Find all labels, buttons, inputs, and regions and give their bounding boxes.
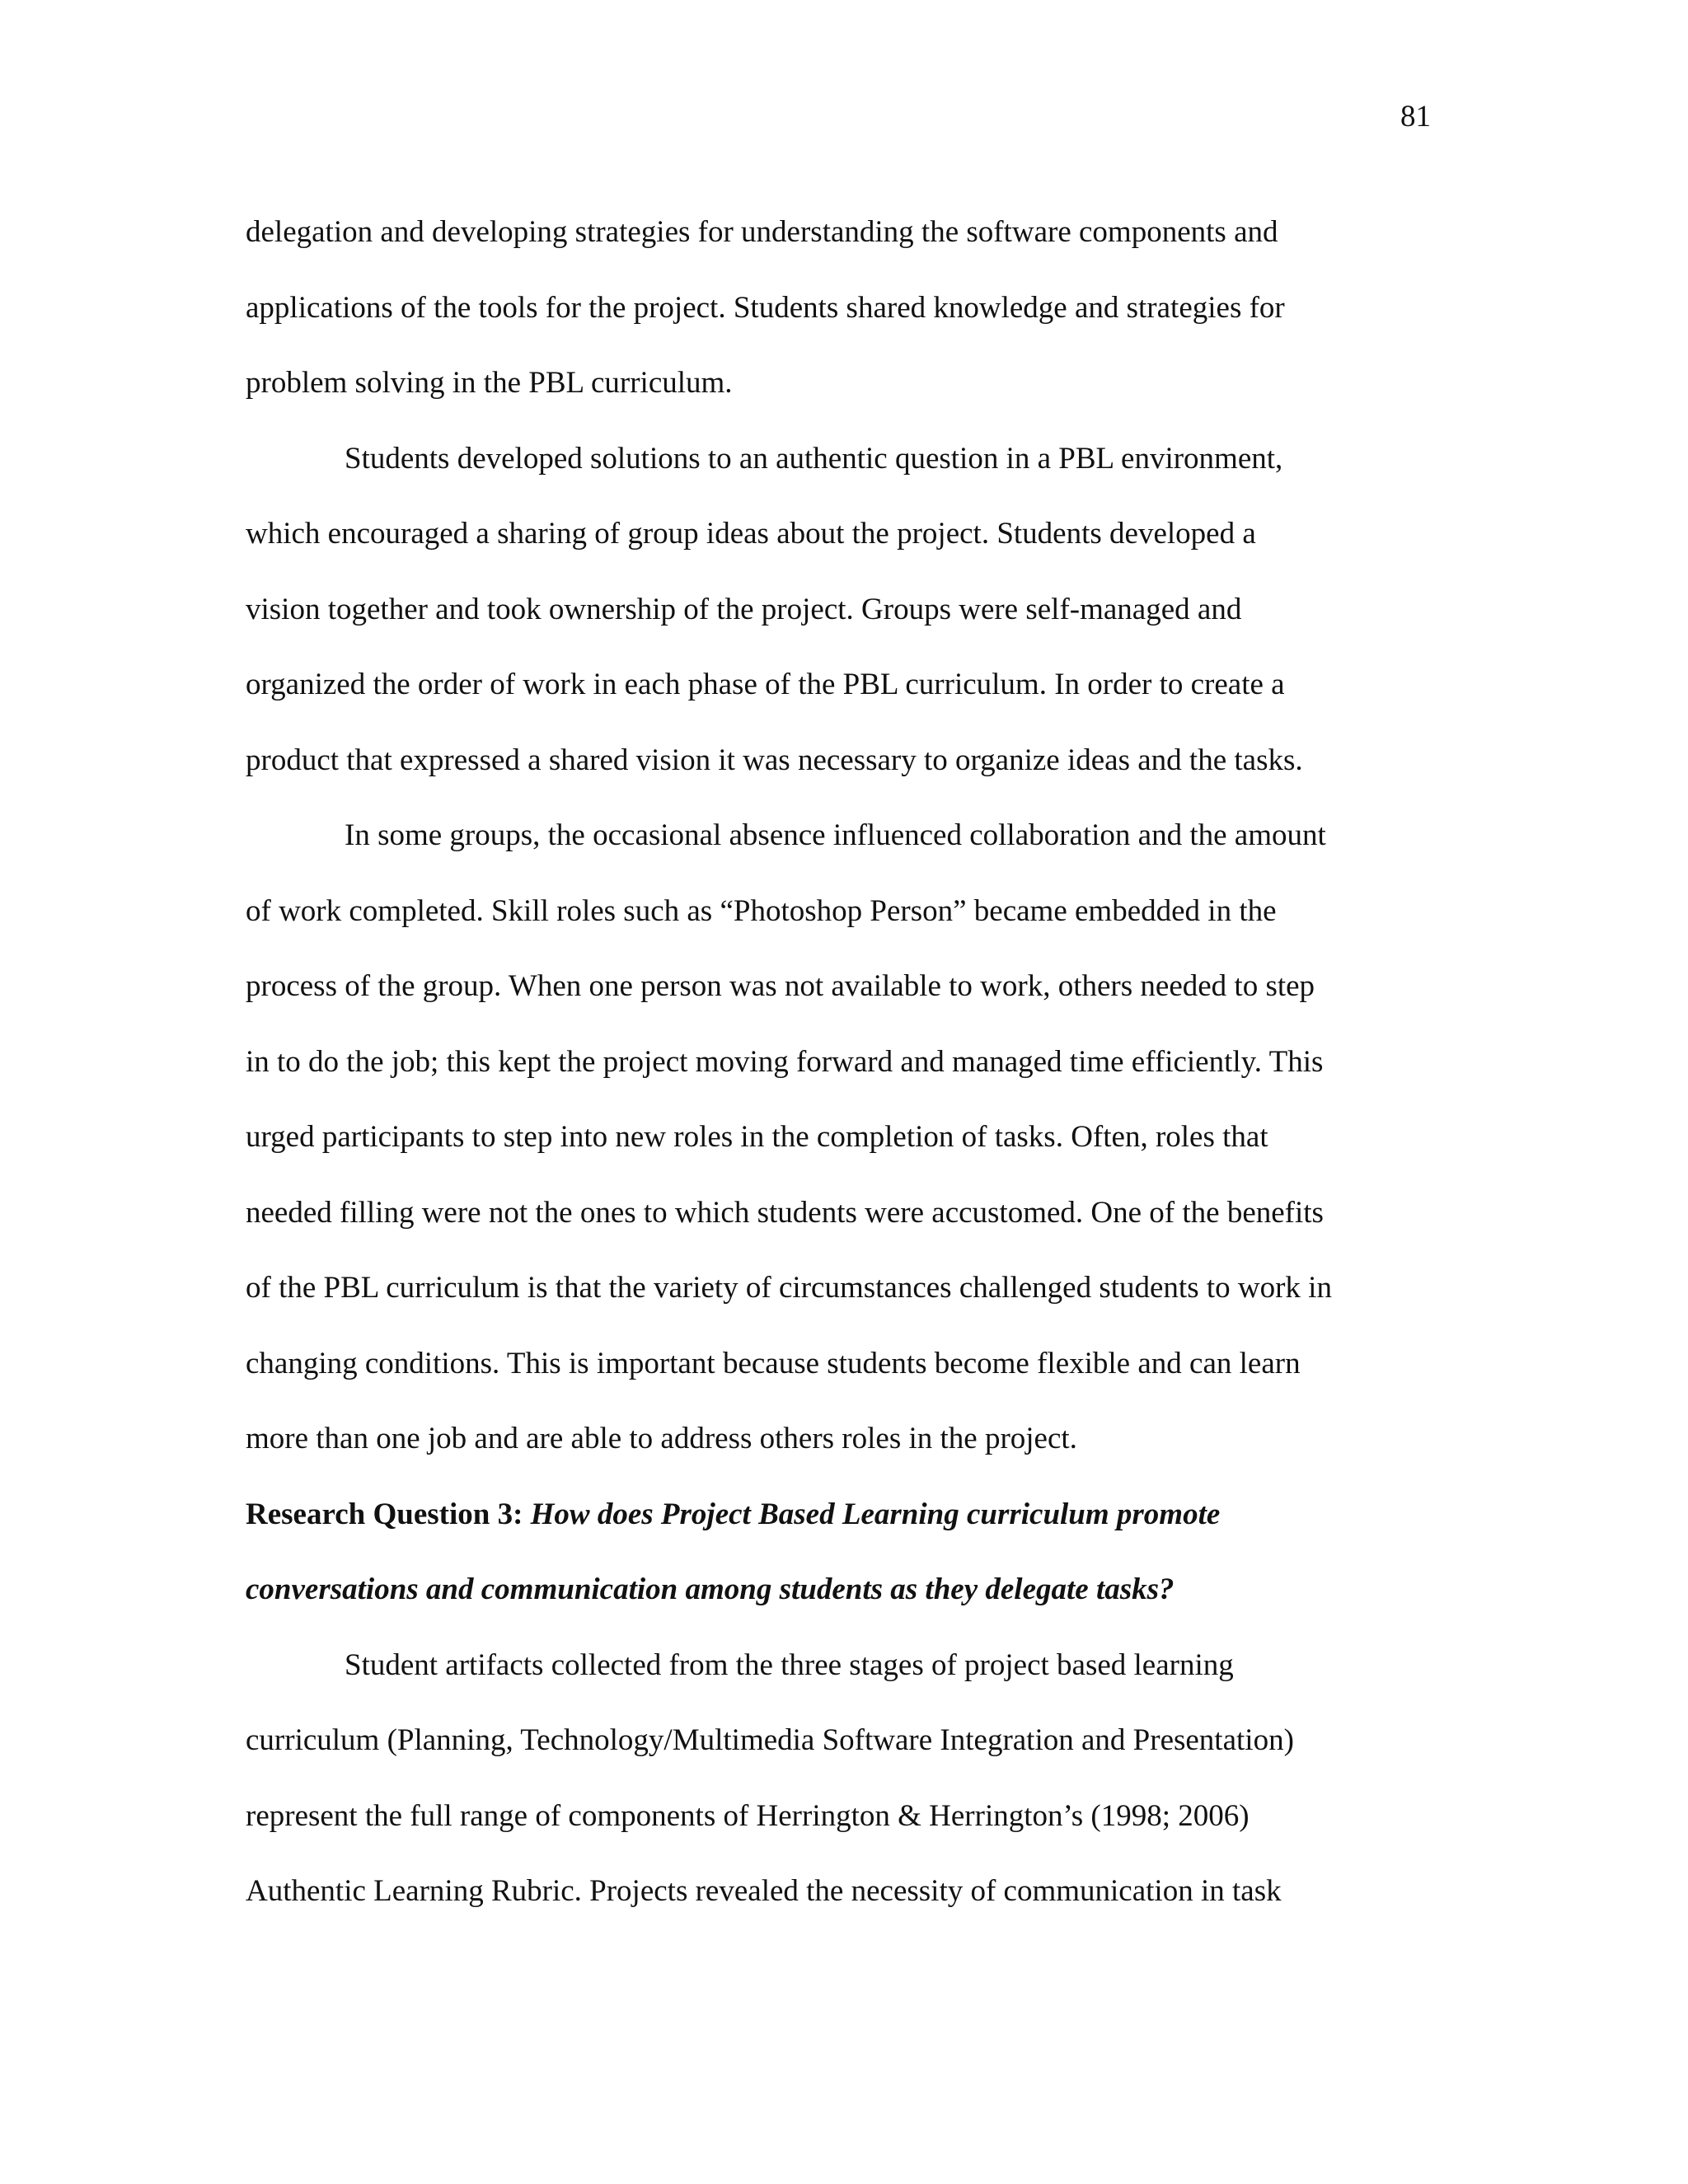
text-line: delegation and developing strategies for understanding the software components and (246, 215, 1278, 249)
text-line: in to do the job; this kept the project moving forward and managed time efficiently. This (246, 1044, 1324, 1079)
research-question-line-2: conversations and communication among students as they delegate tasks? (246, 1572, 1175, 1606)
text-line: vision together and took ownership of the project. Groups were self-managed and (246, 592, 1242, 626)
text-line: more than one job and are able to address others roles in the project. (246, 1422, 1077, 1455)
text-line: urged participants to step into new roles in the completion of tasks. Often, roles that (246, 1120, 1268, 1154)
paragraph-3 (246, 798, 1424, 1477)
text-line: of work completed. Skill roles such as “Photoshop Person” became embedded in the (246, 893, 1277, 928)
text-line: Student artifacts collected from the three stages of project based learning (345, 1647, 1234, 1682)
paragraph-2 (246, 421, 1424, 799)
page-number: 81 (1400, 100, 1431, 134)
text-line: which encouraged a sharing of group ideas about the project. Students developed a (246, 517, 1256, 551)
research-question-text: How does Project Based Learning curriculum promote (530, 1497, 1221, 1531)
text-line: curriculum (Planning, Technology/Multimedia Software Integration and Presentation) (246, 1723, 1294, 1757)
document-body (246, 194, 1424, 1929)
text-line: changing conditions. This is important because students become flexible and can learn (246, 1346, 1301, 1380)
text-line: represent the full range of components of Herrington & Herrington’s (1998; 2006) (246, 1798, 1250, 1833)
paragraph-1 (246, 194, 1424, 421)
text-line: process of the group. When one person was not available to work, others needed to step (246, 969, 1315, 1003)
text-line: problem solving in the PBL curriculum. (246, 366, 733, 400)
text-line: applications of the tools for the project. Students shared knowledge and strategies for (246, 290, 1285, 325)
paragraph-4 (246, 1628, 1424, 1929)
research-question-line-1 (246, 1477, 1424, 1553)
text-line: of the PBL curriculum is that the variety of circumstances challenged students to work in (246, 1271, 1332, 1305)
text-line: In some groups, the occasional absence influenced collaboration and the amount (345, 818, 1326, 852)
research-question-label: Research Question 3: (246, 1497, 523, 1531)
research-question-heading (246, 1477, 1424, 1628)
text-line: needed filling were not the ones to which students were accustomed. One of the benefits (246, 1195, 1324, 1230)
text-line: product that expressed a shared vision it was necessary to organize ideas and the tasks. (246, 743, 1303, 777)
text-line: Students developed solutions to an authentic question in a PBL environment, (345, 441, 1283, 476)
text-line: Authentic Learning Rubric. Projects revealed the necessity of communication in task (246, 1874, 1282, 1908)
text-line: organized the order of work in each phase of the PBL curriculum. In order to create a (246, 668, 1285, 701)
